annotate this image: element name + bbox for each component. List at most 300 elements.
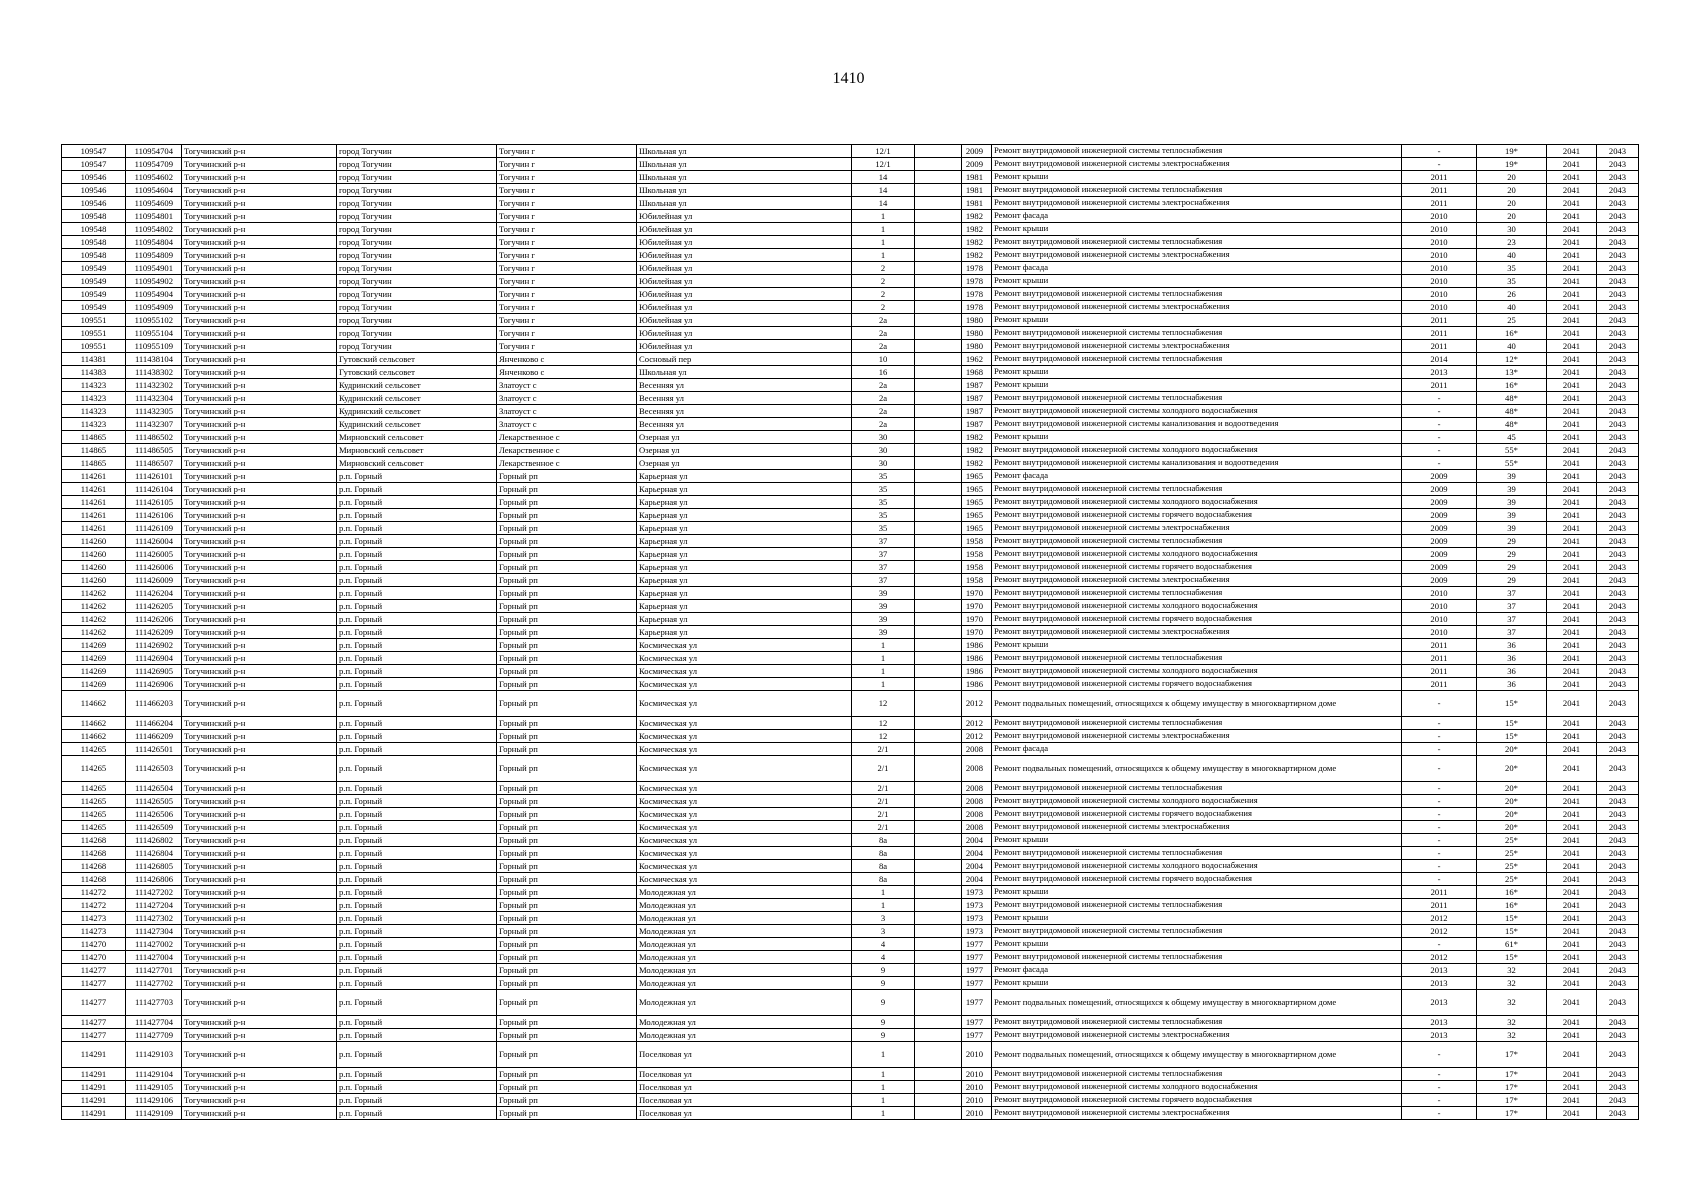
table-row <box>62 158 1639 171</box>
street-cell: Юбилейная ул <box>637 262 852 275</box>
item-code-cell: 110954709 <box>126 158 182 171</box>
start-year-cell: 2041 <box>1547 795 1597 808</box>
municipality-cell: р.п. Горный <box>337 951 497 964</box>
street-cell: Молодежная ул <box>637 938 852 951</box>
district-cell: Тогучинский р-н <box>182 483 337 496</box>
blank-cell <box>915 925 962 938</box>
municipality-cell: Кудринский сельсовет <box>337 418 497 431</box>
start-year-cell: 2041 <box>1547 860 1597 873</box>
last-repair-year-cell: - <box>1402 457 1477 470</box>
blank-cell <box>915 405 962 418</box>
house-number-cell: 2/1 <box>852 821 915 834</box>
table-row <box>62 873 1639 886</box>
end-year-cell: 2043 <box>1597 821 1639 834</box>
settlement-cell: Горный рп <box>497 613 637 626</box>
street-cell: Школьная ул <box>637 171 852 184</box>
table-row <box>62 1029 1639 1042</box>
item-code-cell: 110954602 <box>126 171 182 184</box>
blank-cell <box>915 431 962 444</box>
district-cell: Тогучинский р-н <box>182 678 337 691</box>
last-repair-year-cell: - <box>1402 847 1477 860</box>
wear-percent-cell: 48* <box>1477 405 1547 418</box>
work-type-cell: Ремонт внутридомовой инженерной системы холодного водоснабжения <box>992 860 1402 873</box>
municipality-cell: город Тогучин <box>337 288 497 301</box>
build-year-cell: 2008 <box>962 782 992 795</box>
last-repair-year-cell: 2013 <box>1402 1016 1477 1029</box>
build-year-cell: 2010 <box>962 1042 992 1068</box>
house-number-cell: 39 <box>852 600 915 613</box>
start-year-cell: 2041 <box>1547 275 1597 288</box>
district-cell: Тогучинский р-н <box>182 899 337 912</box>
table-row <box>62 730 1639 743</box>
build-year-cell: 1977 <box>962 1016 992 1029</box>
end-year-cell: 2043 <box>1597 184 1639 197</box>
start-year-cell: 2041 <box>1547 444 1597 457</box>
house-number-cell: 12 <box>852 730 915 743</box>
build-year-cell: 1982 <box>962 236 992 249</box>
wear-percent-cell: 13* <box>1477 366 1547 379</box>
start-year-cell: 2041 <box>1547 756 1597 782</box>
blank-cell <box>915 379 962 392</box>
build-year-cell: 1982 <box>962 457 992 470</box>
item-code-cell: 111426504 <box>126 782 182 795</box>
district-cell: Тогучинский р-н <box>182 951 337 964</box>
build-year-cell: 1982 <box>962 223 992 236</box>
page-number: 1410 <box>832 70 865 87</box>
wear-percent-cell: 32 <box>1477 1029 1547 1042</box>
build-year-cell: 1970 <box>962 600 992 613</box>
wear-percent-cell: 40 <box>1477 249 1547 262</box>
municipality-cell: р.п. Горный <box>337 1042 497 1068</box>
blank-cell <box>915 847 962 860</box>
item-code-cell: 111426509 <box>126 821 182 834</box>
street-cell: Школьная ул <box>637 145 852 158</box>
item-code-cell: 111426906 <box>126 678 182 691</box>
district-cell: Тогучинский р-н <box>182 600 337 613</box>
last-repair-year-cell: - <box>1402 431 1477 444</box>
end-year-cell: 2043 <box>1597 509 1639 522</box>
settlement-cell: Тогучин г <box>497 301 637 314</box>
district-cell: Тогучинский р-н <box>182 808 337 821</box>
end-year-cell: 2043 <box>1597 470 1639 483</box>
house-number-cell: 1 <box>852 223 915 236</box>
last-repair-year-cell: - <box>1402 1081 1477 1094</box>
house-id-cell: 114265 <box>62 743 126 756</box>
table-row <box>62 249 1639 262</box>
municipality-cell: Мирновский сельсовет <box>337 457 497 470</box>
build-year-cell: 1970 <box>962 613 992 626</box>
house-number-cell: 12 <box>852 691 915 717</box>
table-row <box>62 678 1639 691</box>
build-year-cell: 2012 <box>962 691 992 717</box>
street-cell: Космическая ул <box>637 652 852 665</box>
house-number-cell: 2/1 <box>852 756 915 782</box>
build-year-cell: 1958 <box>962 535 992 548</box>
item-code-cell: 111426506 <box>126 808 182 821</box>
municipality-cell: р.п. Горный <box>337 665 497 678</box>
last-repair-year-cell: 2012 <box>1402 951 1477 964</box>
last-repair-year-cell: - <box>1402 730 1477 743</box>
table-body <box>62 145 1639 1120</box>
work-type-cell: Ремонт внутридомовой инженерной системы электроснабжения <box>992 522 1402 535</box>
item-code-cell: 111426804 <box>126 847 182 860</box>
work-type-cell: Ремонт крыши <box>992 431 1402 444</box>
house-id-cell: 114268 <box>62 834 126 847</box>
end-year-cell: 2043 <box>1597 379 1639 392</box>
house-id-cell: 114261 <box>62 496 126 509</box>
end-year-cell: 2043 <box>1597 912 1639 925</box>
district-cell: Тогучинский р-н <box>182 223 337 236</box>
settlement-cell: Горный рп <box>497 873 637 886</box>
blank-cell <box>915 964 962 977</box>
build-year-cell: 1978 <box>962 288 992 301</box>
municipality-cell: р.п. Горный <box>337 834 497 847</box>
street-cell: Космическая ул <box>637 782 852 795</box>
table-row <box>62 288 1639 301</box>
settlement-cell: Горный рп <box>497 639 637 652</box>
table-row <box>62 392 1639 405</box>
build-year-cell: 1965 <box>962 522 992 535</box>
municipality-cell: р.п. Горный <box>337 938 497 951</box>
start-year-cell: 2041 <box>1547 938 1597 951</box>
district-cell: Тогучинский р-н <box>182 379 337 392</box>
work-type-cell: Ремонт внутридомовой инженерной системы теплоснабжения <box>992 652 1402 665</box>
municipality-cell: р.п. Горный <box>337 821 497 834</box>
end-year-cell: 2043 <box>1597 756 1639 782</box>
settlement-cell: Тогучин г <box>497 314 637 327</box>
blank-cell <box>915 353 962 366</box>
table-row <box>62 1107 1639 1120</box>
house-id-cell: 114265 <box>62 808 126 821</box>
end-year-cell: 2043 <box>1597 327 1639 340</box>
build-year-cell: 1970 <box>962 587 992 600</box>
last-repair-year-cell: - <box>1402 1042 1477 1068</box>
blank-cell <box>915 730 962 743</box>
last-repair-year-cell: 2010 <box>1402 587 1477 600</box>
wear-percent-cell: 35 <box>1477 262 1547 275</box>
blank-cell <box>915 522 962 535</box>
work-type-cell: Ремонт внутридомовой инженерной системы горячего водоснабжения <box>992 1094 1402 1107</box>
blank-cell <box>915 678 962 691</box>
settlement-cell: Горный рп <box>497 587 637 600</box>
work-type-cell: Ремонт крыши <box>992 223 1402 236</box>
last-repair-year-cell: 2011 <box>1402 327 1477 340</box>
street-cell: Юбилейная ул <box>637 327 852 340</box>
house-id-cell: 109551 <box>62 327 126 340</box>
street-cell: Весенняя ул <box>637 418 852 431</box>
wear-percent-cell: 15* <box>1477 912 1547 925</box>
street-cell: Молодежная ул <box>637 912 852 925</box>
house-number-cell: 39 <box>852 613 915 626</box>
house-id-cell: 114265 <box>62 795 126 808</box>
district-cell: Тогучинский р-н <box>182 249 337 262</box>
blank-cell <box>915 418 962 431</box>
district-cell: Тогучинский р-н <box>182 509 337 522</box>
blank-cell <box>915 860 962 873</box>
wear-percent-cell: 12* <box>1477 353 1547 366</box>
build-year-cell: 1973 <box>962 925 992 938</box>
blank-cell <box>915 756 962 782</box>
settlement-cell: Горный рп <box>497 730 637 743</box>
end-year-cell: 2043 <box>1597 262 1639 275</box>
item-code-cell: 111427302 <box>126 912 182 925</box>
work-type-cell: Ремонт фасада <box>992 262 1402 275</box>
work-type-cell: Ремонт фасада <box>992 964 1402 977</box>
district-cell: Тогучинский р-н <box>182 418 337 431</box>
municipality-cell: р.п. Горный <box>337 717 497 730</box>
street-cell: Молодежная ул <box>637 886 852 899</box>
district-cell: Тогучинский р-н <box>182 262 337 275</box>
start-year-cell: 2041 <box>1547 821 1597 834</box>
district-cell: Тогучинский р-н <box>182 1094 337 1107</box>
last-repair-year-cell: 2013 <box>1402 977 1477 990</box>
settlement-cell: Тогучин г <box>497 223 637 236</box>
house-id-cell: 109549 <box>62 262 126 275</box>
last-repair-year-cell: 2011 <box>1402 340 1477 353</box>
build-year-cell: 2010 <box>962 1068 992 1081</box>
street-cell: Космическая ул <box>637 847 852 860</box>
item-code-cell: 110955104 <box>126 327 182 340</box>
build-year-cell: 2008 <box>962 743 992 756</box>
last-repair-year-cell: 2013 <box>1402 964 1477 977</box>
item-code-cell: 111426505 <box>126 795 182 808</box>
wear-percent-cell: 36 <box>1477 652 1547 665</box>
build-year-cell: 1978 <box>962 275 992 288</box>
blank-cell <box>915 665 962 678</box>
district-cell: Тогучинский р-н <box>182 1081 337 1094</box>
settlement-cell: Горный рп <box>497 795 637 808</box>
start-year-cell: 2041 <box>1547 1107 1597 1120</box>
house-id-cell: 114268 <box>62 860 126 873</box>
district-cell: Тогучинский р-н <box>182 184 337 197</box>
table-row <box>62 912 1639 925</box>
start-year-cell: 2041 <box>1547 561 1597 574</box>
work-type-cell: Ремонт внутридомовой инженерной системы холодного водоснабжения <box>992 665 1402 678</box>
blank-cell <box>915 288 962 301</box>
house-number-cell: 1 <box>852 899 915 912</box>
house-id-cell: 109549 <box>62 301 126 314</box>
item-code-cell: 111426101 <box>126 470 182 483</box>
build-year-cell: 1977 <box>962 951 992 964</box>
district-cell: Тогучинский р-н <box>182 639 337 652</box>
table-row <box>62 821 1639 834</box>
district-cell: Тогучинский р-н <box>182 340 337 353</box>
blank-cell <box>915 886 962 899</box>
blank-cell <box>915 990 962 1016</box>
start-year-cell: 2041 <box>1547 743 1597 756</box>
blank-cell <box>915 951 962 964</box>
settlement-cell: Тогучин г <box>497 327 637 340</box>
house-number-cell: 30 <box>852 444 915 457</box>
table-row <box>62 1042 1639 1068</box>
table-row <box>62 340 1639 353</box>
table-row <box>62 756 1639 782</box>
start-year-cell: 2041 <box>1547 288 1597 301</box>
house-number-cell: 12/1 <box>852 145 915 158</box>
table-row <box>62 431 1639 444</box>
wear-percent-cell: 23 <box>1477 236 1547 249</box>
end-year-cell: 2043 <box>1597 483 1639 496</box>
settlement-cell: Горный рп <box>497 548 637 561</box>
wear-percent-cell: 20 <box>1477 171 1547 184</box>
table-row <box>62 522 1639 535</box>
table-row <box>62 184 1639 197</box>
street-cell: Карьерная ул <box>637 574 852 587</box>
wear-percent-cell: 32 <box>1477 990 1547 1016</box>
item-code-cell: 111427702 <box>126 977 182 990</box>
wear-percent-cell: 20* <box>1477 743 1547 756</box>
settlement-cell: Горный рп <box>497 756 637 782</box>
house-id-cell: 109549 <box>62 288 126 301</box>
settlement-cell: Горный рп <box>497 860 637 873</box>
municipality-cell: р.п. Горный <box>337 1016 497 1029</box>
end-year-cell: 2043 <box>1597 444 1639 457</box>
last-repair-year-cell: 2011 <box>1402 652 1477 665</box>
district-cell: Тогучинский р-н <box>182 210 337 223</box>
work-type-cell: Ремонт внутридомовой инженерной системы горячего водоснабжения <box>992 808 1402 821</box>
item-code-cell: 111426206 <box>126 613 182 626</box>
item-code-cell: 110954904 <box>126 288 182 301</box>
last-repair-year-cell: 2009 <box>1402 483 1477 496</box>
wear-percent-cell: 37 <box>1477 626 1547 639</box>
work-type-cell: Ремонт внутридомовой инженерной системы теплоснабжения <box>992 327 1402 340</box>
settlement-cell: Горный рп <box>497 496 637 509</box>
house-number-cell: 35 <box>852 470 915 483</box>
house-id-cell: 114265 <box>62 756 126 782</box>
street-cell: Школьная ул <box>637 197 852 210</box>
municipality-cell: р.п. Горный <box>337 990 497 1016</box>
work-type-cell: Ремонт внутридомовой инженерной системы теплоснабжения <box>992 535 1402 548</box>
street-cell: Молодежная ул <box>637 1016 852 1029</box>
settlement-cell: Горный рп <box>497 1068 637 1081</box>
municipality-cell: р.п. Горный <box>337 847 497 860</box>
last-repair-year-cell: 2009 <box>1402 470 1477 483</box>
house-number-cell: 2а <box>852 314 915 327</box>
work-type-cell: Ремонт фасада <box>992 470 1402 483</box>
blank-cell <box>915 392 962 405</box>
municipality-cell: р.п. Горный <box>337 522 497 535</box>
last-repair-year-cell: - <box>1402 1107 1477 1120</box>
house-number-cell: 8а <box>852 873 915 886</box>
end-year-cell: 2043 <box>1597 730 1639 743</box>
end-year-cell: 2043 <box>1597 236 1639 249</box>
table-row <box>62 1094 1639 1107</box>
start-year-cell: 2041 <box>1547 587 1597 600</box>
start-year-cell: 2041 <box>1547 431 1597 444</box>
end-year-cell: 2043 <box>1597 587 1639 600</box>
district-cell: Тогучинский р-н <box>182 145 337 158</box>
end-year-cell: 2043 <box>1597 418 1639 431</box>
start-year-cell: 2041 <box>1547 171 1597 184</box>
municipality-cell: город Тогучин <box>337 262 497 275</box>
build-year-cell: 1973 <box>962 912 992 925</box>
municipality-cell: Кудринский сельсовет <box>337 379 497 392</box>
wear-percent-cell: 32 <box>1477 977 1547 990</box>
house-id-cell: 114865 <box>62 431 126 444</box>
table-row <box>62 197 1639 210</box>
settlement-cell: Лекарственное с <box>497 444 637 457</box>
start-year-cell: 2041 <box>1547 730 1597 743</box>
house-number-cell: 35 <box>852 483 915 496</box>
street-cell: Карьерная ул <box>637 561 852 574</box>
start-year-cell: 2041 <box>1547 340 1597 353</box>
end-year-cell: 2043 <box>1597 964 1639 977</box>
start-year-cell: 2041 <box>1547 392 1597 405</box>
wear-percent-cell: 17* <box>1477 1068 1547 1081</box>
last-repair-year-cell: 2011 <box>1402 171 1477 184</box>
municipality-cell: р.п. Горный <box>337 964 497 977</box>
item-code-cell: 111426006 <box>126 561 182 574</box>
settlement-cell: Горный рп <box>497 847 637 860</box>
table-row <box>62 275 1639 288</box>
end-year-cell: 2043 <box>1597 626 1639 639</box>
last-repair-year-cell: 2010 <box>1402 223 1477 236</box>
last-repair-year-cell: - <box>1402 834 1477 847</box>
district-cell: Тогучинский р-н <box>182 873 337 886</box>
municipality-cell: р.п. Горный <box>337 535 497 548</box>
settlement-cell: Горный рп <box>497 977 637 990</box>
last-repair-year-cell: - <box>1402 821 1477 834</box>
settlement-cell: Горный рп <box>497 990 637 1016</box>
last-repair-year-cell: - <box>1402 938 1477 951</box>
wear-percent-cell: 25* <box>1477 873 1547 886</box>
municipality-cell: р.п. Горный <box>337 652 497 665</box>
end-year-cell: 2043 <box>1597 1107 1639 1120</box>
blank-cell <box>915 743 962 756</box>
item-code-cell: 111427704 <box>126 1016 182 1029</box>
house-number-cell: 30 <box>852 457 915 470</box>
item-code-cell: 110955102 <box>126 314 182 327</box>
house-number-cell: 2а <box>852 379 915 392</box>
blank-cell <box>915 366 962 379</box>
settlement-cell: Златоуст с <box>497 379 637 392</box>
end-year-cell: 2043 <box>1597 990 1639 1016</box>
item-code-cell: 110954801 <box>126 210 182 223</box>
last-repair-year-cell: 2011 <box>1402 639 1477 652</box>
street-cell: Сосновый пер <box>637 353 852 366</box>
district-cell: Тогучинский р-н <box>182 626 337 639</box>
start-year-cell: 2041 <box>1547 873 1597 886</box>
municipality-cell: Мирновский сельсовет <box>337 431 497 444</box>
item-code-cell: 111438104 <box>126 353 182 366</box>
last-repair-year-cell: 2010 <box>1402 301 1477 314</box>
house-number-cell: 2/1 <box>852 743 915 756</box>
municipality-cell: р.п. Горный <box>337 678 497 691</box>
last-repair-year-cell: 2010 <box>1402 275 1477 288</box>
last-repair-year-cell: - <box>1402 418 1477 431</box>
end-year-cell: 2043 <box>1597 210 1639 223</box>
street-cell: Космическая ул <box>637 743 852 756</box>
start-year-cell: 2041 <box>1547 379 1597 392</box>
street-cell: Юбилейная ул <box>637 223 852 236</box>
wear-percent-cell: 15* <box>1477 691 1547 717</box>
build-year-cell: 2008 <box>962 808 992 821</box>
item-code-cell: 111426209 <box>126 626 182 639</box>
table-row <box>62 509 1639 522</box>
house-number-cell: 2 <box>852 275 915 288</box>
table-row <box>62 405 1639 418</box>
district-cell: Тогучинский р-н <box>182 1107 337 1120</box>
work-type-cell: Ремонт внутридомовой инженерной системы теплоснабжения <box>992 392 1402 405</box>
house-id-cell: 114272 <box>62 886 126 899</box>
table-row <box>62 301 1639 314</box>
item-code-cell: 111426009 <box>126 574 182 587</box>
work-type-cell: Ремонт фасада <box>992 210 1402 223</box>
district-cell: Тогучинский р-н <box>182 743 337 756</box>
municipality-cell: р.п. Горный <box>337 600 497 613</box>
house-number-cell: 2а <box>852 340 915 353</box>
street-cell: Школьная ул <box>637 184 852 197</box>
